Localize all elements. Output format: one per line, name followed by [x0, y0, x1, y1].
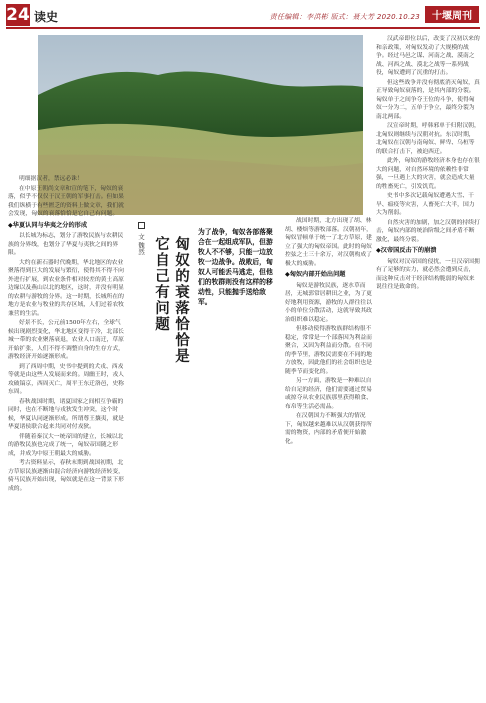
- paragraph: 在汉朝国力不断强大的情况下，匈奴越来越难以从汉朝获得所需的物资，内部的矛盾便开始激化。: [285, 413, 372, 445]
- article-title-line-1: 匈奴的衰落恰恰是: [173, 236, 190, 364]
- paragraph: 春秋战国时期，诸夏国家之间相互争霸的同时，也在不断地与戎狄发生冲突，这个时候，华夏认同逐渐形成。所谓尊王攘夷，就是华夏诸侯联合起来共同对付戎狄。: [8, 398, 124, 430]
- paragraph: 匈奴对汉帝国的侵扰，一旦汉帝国拥有了足够的实力，就必然会遭到反击，而这种反击对于经济结构脆弱的匈奴来说往往是致命的。: [376, 258, 480, 290]
- paragraph: 以长城为标志，划分了游牧民族与农耕民族的分界线，也划分了华夏与夷狄之间的界限。: [8, 233, 124, 256]
- paragraph: 另一方面，游牧是一种难以自给自足的经济，他们需要通过贸易或掠夺从农业民族那里获得粮食、布帛等生活必需品。: [285, 378, 372, 410]
- author-byline: [137, 222, 146, 255]
- subheading: ◆匈奴内部开始出问题: [285, 271, 346, 278]
- paragraph: 好景不长，公元前1500年左右，全球气候出现剧烈变化，华北地区变得干冷，北部长城一带的农业聚落衰退，农业人口南迁，草原开始扩张，人们不得不调整自身的生存方式，游牧经济开始逐渐形成。: [8, 320, 124, 360]
- paragraph: 到了西周中期，史书中提到的犬戎、西戎等就是由这些人发展而来的。周幽王时，戎人攻破镐京，西周灭亡，周平王东迁洛邑，史称东周。: [8, 363, 124, 395]
- paragraph: 考古资料显示，春秋末期到战国初期，北方草原民族逐渐由混合经济向游牧经济转变，骑马民族开始出现，匈奴就是在这一背景下形成的。: [8, 460, 124, 492]
- article-lead: 为了战争，匈奴各部落聚合在一起组成军队，但游牧人不不够，只能一边放牧一边战争。战败后，匈奴人可能丢马逃走，但他们的牧群则没有这样的移动性，只能抛手送给敌军。: [198, 228, 273, 306]
- title-block: [133, 218, 195, 518]
- subheading: ◆华夏认同与华夷之分的形成: [8, 221, 88, 229]
- paragraph: 匈奴是游牧民族，逐水草而居，无城郭常居耕田之业，为了更好地利用资源，游牧的人群往往以小的单位分散活动，这就导致其政治组织难以稳定。: [285, 282, 372, 323]
- paragraph: 史书中多次记载匈奴遭遇大雪、干旱、瘟疫等灾害，人畜死亡大半，国力大为削弱。: [376, 193, 475, 216]
- article-column-3: [285, 217, 375, 447]
- paragraph: 自然灾害的加剧，加之汉朝的持续打击，匈奴内部的统治阶级之间矛盾不断激化，最终分裂。: [376, 219, 480, 243]
- byline-box-icon: [138, 222, 145, 229]
- article-column-4: [376, 35, 480, 293]
- header-rule: [6, 27, 480, 29]
- paragraph: 汉武帝即位以后，改变了汉初以来的和亲政策，对匈奴发动了大规模的战争。经过马邑之谋、河南之战、漠南之战、河西之战、漠北之战等一系列战役，匈奴遭到了沉重的打击。: [376, 36, 480, 76]
- paragraph: 在中原王朝尚文章和宣的笔下，匈奴的衰落，似乎不仅仅于汉王朝的军事打击。但如果我们纵横于有些匮乏的资料上做文章，我们就会发现，匈奴的衰落恰恰是它自己有问题。: [8, 185, 124, 217]
- masthead-logo: 十堰周刊: [425, 6, 479, 23]
- paragraph: 战国时期，北方出现了胡、林胡、楼烦等游牧部落。汉朝初年，匈奴冒顿单于统一了北方草原，建立了强大的匈奴帝国。此时的匈奴控弦之士三十余万，对汉朝构成了极大的威胁。: [285, 218, 372, 267]
- paragraph: 但移动使得游牧族群结构很不稳定，常常是一个部落因为利益而聚合，又因为利益而分散。在不同的季节里，游牧民需要在不同的地方放牧，因此他们的社会组织也是随季节而变化的。: [285, 326, 372, 375]
- section-title: 读史: [34, 10, 59, 24]
- paragraph: 大约在新石器时代晚期，华北地区的农业聚落得到巨大的发展与繁衍，使得其不得不向外进行扩展，到农业条件相对较差的黄土高原边缘以及燕山以北的地区，这时，并没有明显的农耕与游牧的分界。这一时期，长城所在的地方是农业与牧业的共存区域，人们过着农牧兼营的生活。: [8, 259, 124, 317]
- article-title: [151, 236, 191, 364]
- article-column-1: [8, 175, 126, 494]
- paragraph: 但这些战争并没有彻底消灭匈奴，真正导致匈奴衰落的，是其内部的分裂。匈奴单于之间争夺王位的斗争，使得匈奴一分为二，五单于争立，最终分裂为南北两部。: [376, 79, 480, 120]
- author-name: 文 魏然: [137, 233, 145, 255]
- subheading: ◆汉帝国反击下的崩溃: [376, 247, 437, 254]
- editor-info: 责任编辑：李洪彬 版式：聂大芳 2020.10.23: [269, 13, 420, 21]
- paragraph: 明细据汉者，禁远必诛！: [19, 176, 83, 182]
- paragraph: 伴随着秦汉大一统帝国的建立，长城以北的游牧民族也完成了统一，匈奴帝国随之形成，并成为中原王朝最大的威胁。: [8, 433, 124, 457]
- paragraph: 汉宣帝时期，呼韩邪单于归附汉朝，北匈奴则继续与汉朝对抗。东汉时期，北匈奴在汉朝与南匈奴、鲜卑、乌桓等的联合打击下，被迫西迁。: [376, 123, 480, 155]
- page-number: 24: [6, 5, 30, 25]
- paragraph: 此外，匈奴的游牧经济本身也存在很大的问题，对自然环境的依赖性非常强，一旦遇上大的灾害，就会造成大量的牲畜死亡，引发饥荒。: [376, 158, 480, 190]
- article-title-line-2: 它自己有问题: [153, 236, 170, 332]
